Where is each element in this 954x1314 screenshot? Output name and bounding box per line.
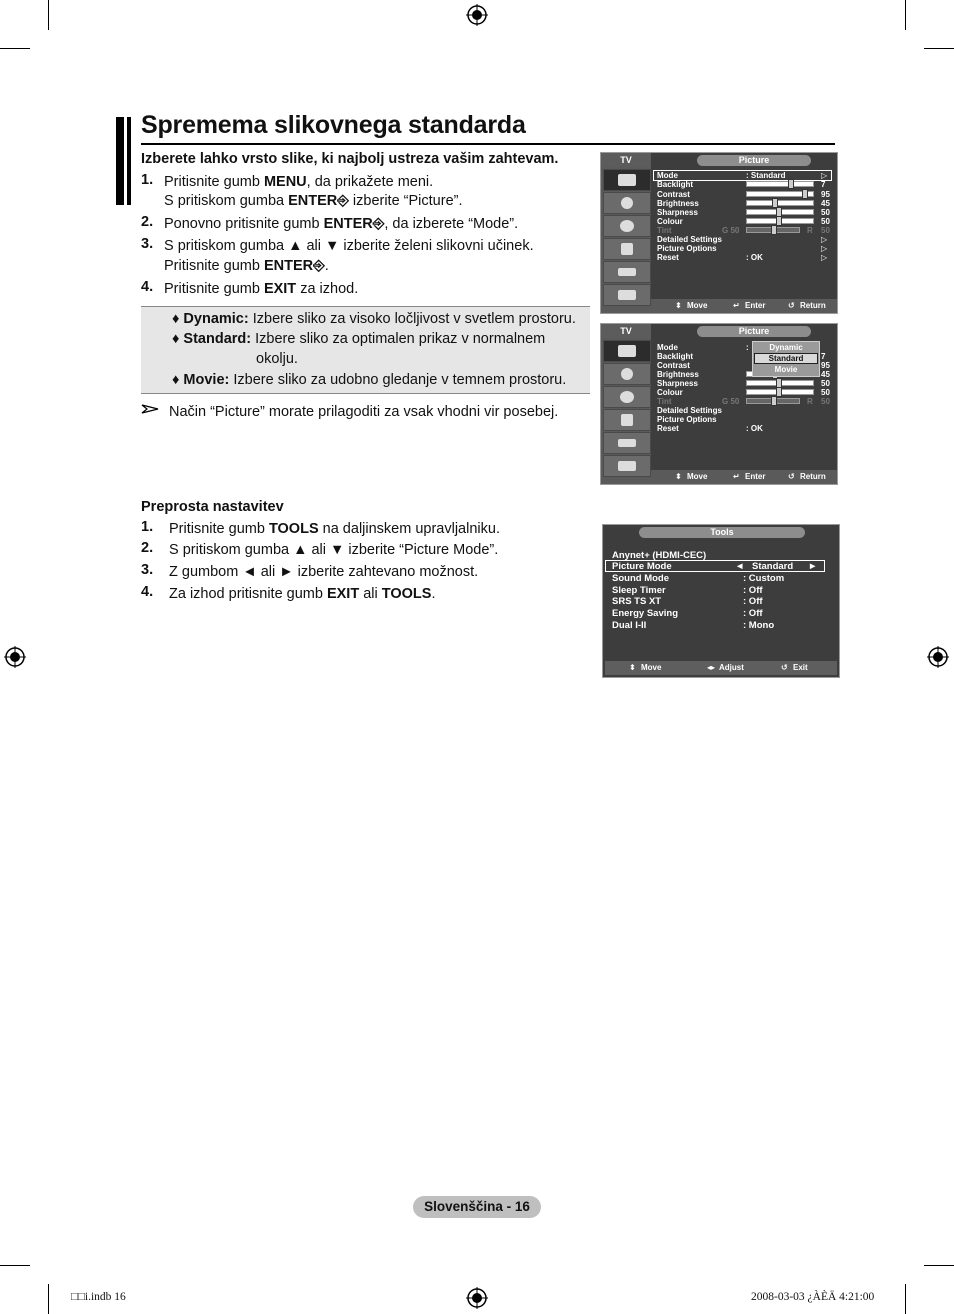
title-rule (141, 143, 835, 145)
gear-icon (621, 243, 633, 255)
registration-mark-icon (466, 1287, 488, 1309)
step-number: 2. (141, 214, 154, 230)
menu-header: Picture (697, 326, 811, 337)
note-text: Način “Picture” morate prilagoditi za vsak vhodni vir posebej. (169, 404, 559, 420)
enter-icon: ↵ (733, 472, 740, 481)
tab-channel[interactable] (603, 386, 651, 408)
crop-mark (48, 0, 49, 30)
menu-item-energy-saving[interactable]: Energy Saving (612, 608, 678, 619)
channel-icon (620, 391, 634, 403)
tab-setup[interactable] (603, 238, 651, 260)
note-arrow-icon (141, 402, 161, 416)
menu-value: 95 (821, 190, 830, 199)
menu-value: : Custom (743, 573, 785, 584)
step-text: Ponovno pritisnite gumb ENTER⎆, da izberete “Mode”. (164, 216, 519, 232)
step-number: 1. (141, 519, 154, 535)
menu-item-sound-mode[interactable]: Sound Mode (612, 573, 669, 584)
step-number: 1. (141, 172, 154, 188)
step-text: S pritiskom gumba ENTER⎆ izberite “Picture”. (164, 193, 463, 209)
crop-mark (905, 0, 906, 30)
section-heading: Preprosta nastavitev (141, 499, 284, 515)
tab-input[interactable] (603, 432, 651, 454)
menu-value: : Off (743, 608, 763, 619)
menu-item-sharpness[interactable]: Sharpness (657, 208, 698, 217)
picture-icon (618, 174, 636, 186)
footer-exit: Exit (793, 663, 808, 672)
menu-value: 50 (821, 226, 830, 235)
adjust-icon: ◂▸ (707, 663, 716, 672)
menu-item-colour[interactable]: Colour (657, 388, 683, 397)
tab-picture[interactable] (603, 169, 651, 191)
mode-standard-cont: okolju. (256, 351, 298, 367)
picture-icon (618, 345, 636, 357)
mode-standard: ♦ Standard: Izbere sliko za optimalen prikaz v normalnem (172, 331, 546, 347)
crop-mark (924, 48, 954, 49)
menu-item-backlight[interactable]: Backlight (657, 352, 694, 361)
footer-return: Return (800, 472, 826, 481)
step-text: Pritisnite gumb ENTER⎆. (164, 258, 329, 274)
chevron-right-icon: ▷ (821, 253, 828, 262)
menu-footer (651, 470, 837, 484)
footer-move: Move (641, 663, 662, 672)
step-text: S pritiskom gumba ▲ ali ▼ izberite “Picture Mode”. (169, 542, 499, 558)
move-icon: ⬍ (629, 663, 636, 672)
crop-mark (48, 1284, 49, 1314)
menu-footer (605, 661, 837, 675)
sound-icon (621, 368, 633, 380)
menu-value: 7 (821, 352, 826, 361)
intro-text: Izberete lahko vrsto slike, ki najbolj ustreza vašim zahtevam. (141, 151, 559, 167)
slider-knob (771, 396, 777, 406)
application-icon (618, 290, 636, 300)
menu-item-reset[interactable]: Reset (657, 253, 679, 262)
menu-item-mode[interactable]: Mode (657, 343, 678, 352)
application-icon (618, 461, 636, 471)
menu-value: Standard (752, 561, 794, 572)
slider-knob (771, 225, 777, 235)
footer-enter: Enter (745, 301, 766, 310)
mode-movie: ♦ Movie: Izbere sliko za udobno gledanje v temnem prostoru. (172, 372, 567, 388)
step-text: Z gumbom ◄ ali ► izberite zahtevano možnost. (169, 564, 479, 580)
tab-input[interactable] (603, 261, 651, 283)
menu-item-picture-options[interactable]: Picture Options (657, 415, 717, 424)
menu-item-detailed-settings[interactable]: Detailed Settings (657, 406, 722, 415)
menu-value: 50 (821, 208, 830, 217)
menu-value: 95 (821, 361, 830, 370)
menu-header: Tools (639, 527, 805, 538)
menu-item-brightness[interactable]: Brightness (657, 199, 699, 208)
dropdown-option-dynamic[interactable]: Dynamic (769, 343, 803, 352)
tab-application[interactable] (603, 455, 651, 477)
tint-red-label: R (807, 226, 813, 235)
tab-sound[interactable] (603, 363, 651, 385)
mode-description-box (141, 306, 590, 394)
sidebar-header: TV (601, 153, 651, 167)
input-icon (618, 268, 636, 276)
menu-value: : Off (743, 596, 763, 607)
menu-value: 50 (821, 397, 830, 406)
move-icon: ⬍ (675, 301, 682, 310)
tab-application[interactable] (603, 284, 651, 306)
menu-value: 45 (821, 199, 830, 208)
menu-value: : OK (746, 424, 763, 433)
return-icon: ↺ (788, 301, 795, 310)
step-number: 2. (141, 540, 154, 556)
step-number: 3. (141, 562, 154, 578)
menu-item-srs[interactable]: SRS TS XT (612, 596, 662, 607)
mode-dropdown (752, 341, 820, 377)
sidebar-header: TV (601, 324, 651, 338)
step-text: Pritisnite gumb TOOLS na daljinskem upravljalniku. (169, 521, 500, 537)
chevron-right-icon: ▷ (821, 235, 828, 244)
menu-header: Picture (697, 155, 811, 166)
menu-item-dual[interactable]: Dual I-II (612, 620, 647, 631)
footer-move: Move (687, 472, 708, 481)
registration-mark-icon (927, 646, 949, 668)
step-text: Pritisnite gumb EXIT za izhod. (164, 281, 359, 297)
tv-picture-menu-screen (600, 152, 838, 314)
tint-green-label: G 50 (722, 226, 740, 235)
return-icon: ↺ (781, 663, 788, 672)
menu-item-picture-mode[interactable]: Picture Mode (612, 561, 672, 572)
crop-mark (905, 1284, 906, 1314)
file-slug: □□i.indb 16 (71, 1291, 126, 1303)
menu-item-contrast[interactable]: Contrast (657, 361, 690, 370)
menu-colon: : (746, 343, 749, 352)
menu-item-anynet[interactable]: Anynet+ (HDMI-CEC) (612, 550, 707, 561)
menu-value: 7 (821, 180, 826, 189)
step-text: Pritisnite gumb MENU, da prikažete meni. (164, 174, 434, 190)
crop-mark (924, 1265, 954, 1266)
step-text: S pritiskom gumba ▲ ali ▼ izberite želeni slikovni učinek. (164, 238, 534, 254)
dropdown-option-movie[interactable]: Movie (774, 365, 798, 374)
registration-mark-icon (4, 646, 26, 668)
menu-value: 45 (821, 370, 830, 379)
slider-track[interactable] (746, 200, 814, 206)
tv-tools-menu-screen (602, 524, 840, 678)
gear-icon (621, 414, 633, 426)
step-text: Za izhod pritisnite gumb EXIT ali TOOLS. (169, 586, 436, 602)
arrow-left-icon[interactable]: ◄ (735, 561, 745, 572)
menu-item-tint[interactable]: Tint (657, 226, 672, 235)
menu-value: 50 (821, 379, 830, 388)
step-number: 3. (141, 236, 154, 252)
tab-sound[interactable] (603, 192, 651, 214)
slider-track[interactable] (746, 181, 814, 187)
menu-item-backlight[interactable]: Backlight (657, 180, 694, 189)
return-icon: ↺ (788, 472, 795, 481)
menu-value: 50 (821, 217, 830, 226)
tv-mode-dropdown-screen (600, 323, 838, 485)
menu-value: : Mono (743, 620, 775, 631)
menu-item-tint[interactable]: Tint (657, 397, 672, 406)
title-accent-bar (127, 117, 131, 205)
footer-return: Return (800, 301, 826, 310)
step-number: 4. (141, 279, 154, 295)
step-number: 4. (141, 584, 154, 600)
menu-item-colour[interactable]: Colour (657, 217, 683, 226)
menu-footer (651, 299, 837, 313)
menu-item-reset[interactable]: Reset (657, 424, 679, 433)
sound-icon (621, 197, 633, 209)
menu-value: : Standard (746, 171, 786, 180)
menu-value: : OK (746, 253, 763, 262)
crop-mark (0, 1265, 30, 1266)
footer-enter: Enter (745, 472, 766, 481)
slider-knob (788, 179, 794, 189)
enter-icon: ↵ (733, 301, 740, 310)
title-accent-bar (116, 117, 124, 205)
crop-mark (0, 48, 30, 49)
arrow-right-icon[interactable]: ► (808, 561, 818, 572)
chevron-right-icon: ▷ (821, 171, 828, 180)
input-icon (618, 439, 636, 447)
mode-dynamic: ♦ Dynamic: Izbere sliko za visoko ločljivost v svetlem prostoru. (172, 311, 576, 327)
menu-item-sleep-timer[interactable]: Sleep Timer (612, 585, 666, 596)
move-icon: ⬍ (675, 472, 682, 481)
menu-item-contrast[interactable]: Contrast (657, 190, 690, 199)
page-title: Spremema slikovnega standarda (141, 111, 526, 139)
menu-item-brightness[interactable]: Brightness (657, 370, 699, 379)
menu-item-mode[interactable]: Mode (657, 171, 678, 180)
tab-picture[interactable] (603, 340, 651, 362)
menu-item-picture-options[interactable]: Picture Options (657, 244, 717, 253)
menu-value: : Off (743, 585, 763, 596)
page-number-badge: Slovenščina - 16 (413, 1196, 541, 1218)
menu-item-detailed-settings[interactable]: Detailed Settings (657, 235, 722, 244)
slider-knob (802, 189, 808, 199)
tint-red-label: R (807, 397, 813, 406)
menu-value: 50 (821, 388, 830, 397)
chevron-right-icon: ▷ (821, 244, 828, 253)
timestamp-slug: 2008-03-03 ¿ÀÈÄ 4:21:00 (751, 1291, 875, 1303)
tab-channel[interactable] (603, 215, 651, 237)
tab-setup[interactable] (603, 409, 651, 431)
registration-mark-icon (466, 4, 488, 26)
dropdown-option-standard[interactable]: Standard (768, 354, 804, 363)
menu-item-sharpness[interactable]: Sharpness (657, 379, 698, 388)
footer-move: Move (687, 301, 708, 310)
channel-icon (620, 220, 634, 232)
footer-adjust: Adjust (719, 663, 744, 672)
tint-green-label: G 50 (722, 397, 740, 406)
